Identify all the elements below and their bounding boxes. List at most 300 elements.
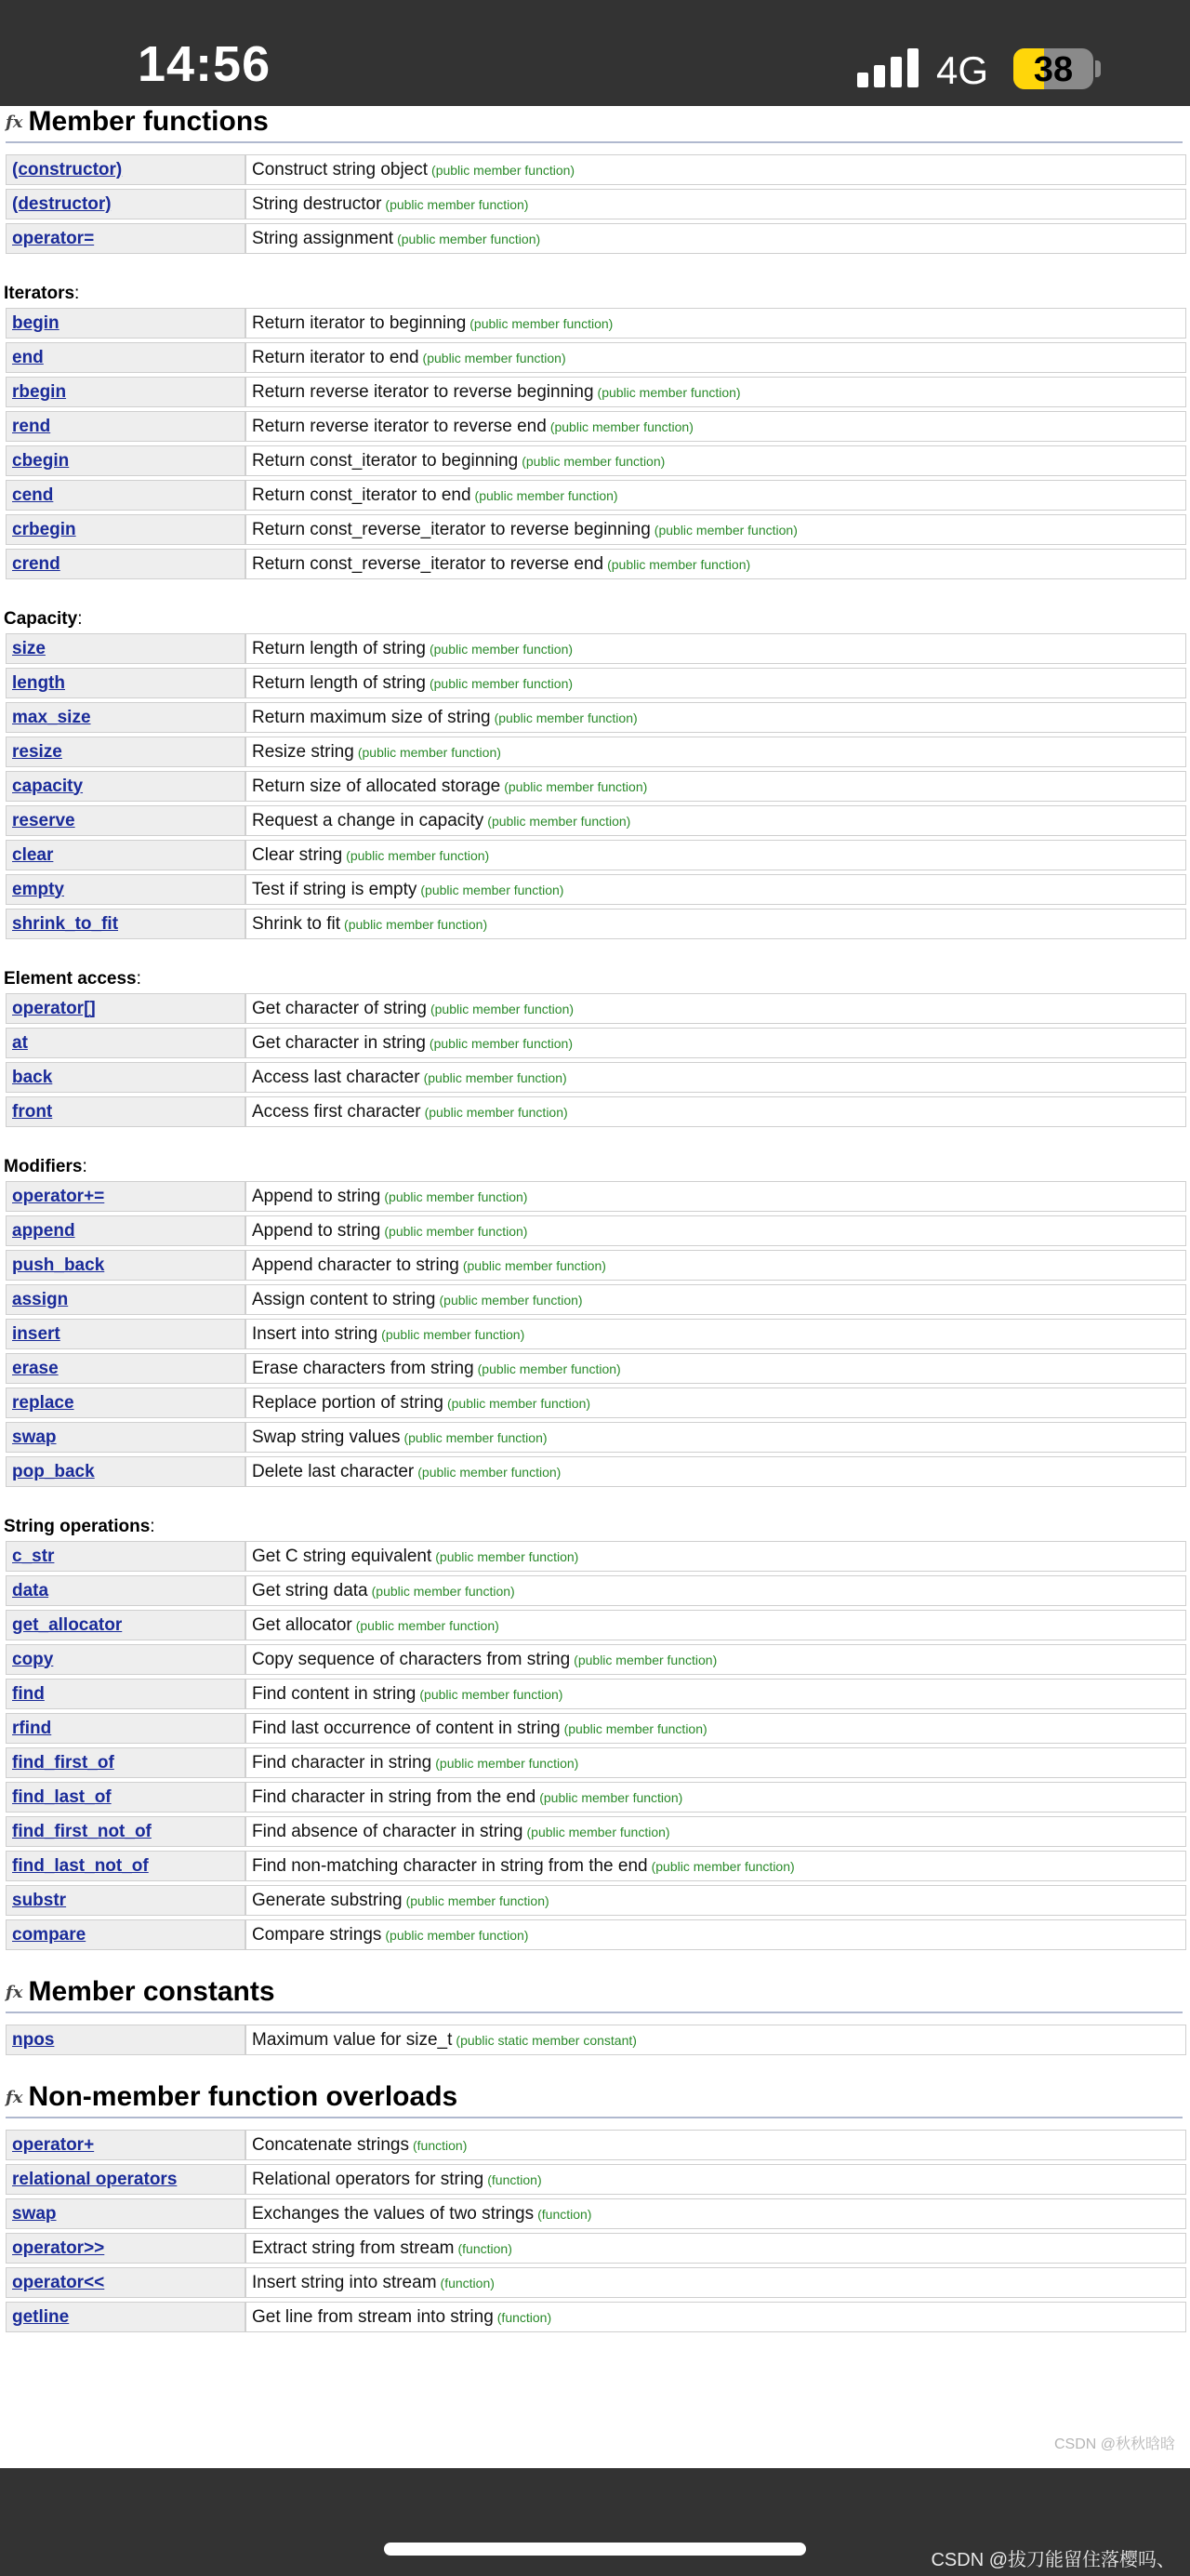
member-table xyxy=(6,2126,1186,2336)
member-kind-tag: (public member function) xyxy=(574,1652,718,1667)
table-row xyxy=(6,702,1186,733)
member-kind-tag: (public member function) xyxy=(462,1257,606,1273)
section-non-member-function-overloads xyxy=(0,2081,1190,2336)
member-description: Return size of allocated storage xyxy=(252,776,501,796)
member-link-get-allocator[interactable]: get_allocator xyxy=(12,1614,123,1635)
member-kind-tag: (public member function) xyxy=(651,1858,795,1874)
table-row xyxy=(6,668,1186,698)
name-cell xyxy=(6,1422,245,1453)
group-label-string-operations: String operations: xyxy=(4,1517,155,1536)
description-cell xyxy=(245,1388,1186,1418)
member-kind-tag: (public member function) xyxy=(424,1104,568,1120)
member-kind-tag: (public member function) xyxy=(487,813,631,829)
member-description: Access last character xyxy=(252,1067,420,1087)
member-link-rbegin[interactable]: rbegin xyxy=(12,381,67,402)
description-cell xyxy=(245,874,1186,905)
member-link-find-first-of[interactable]: find_first_of xyxy=(12,1752,114,1773)
member-link-assign[interactable]: assign xyxy=(12,1289,69,1309)
member-table xyxy=(6,151,1186,258)
name-cell xyxy=(6,480,245,511)
member-link-operator[interactable]: operator>> xyxy=(12,2237,105,2258)
group-label-element-access: Element access: xyxy=(4,969,141,989)
watermark: CSDN @秋秋晗晗 xyxy=(1053,2437,1175,2452)
member-description: Return maximum size of string xyxy=(252,707,491,727)
table-row xyxy=(6,2267,1186,2298)
name-cell xyxy=(6,840,245,870)
member-link-length[interactable]: length xyxy=(12,672,65,693)
member-description: Return const_reverse_iterator to reverse end xyxy=(252,553,604,574)
table-row xyxy=(6,993,1186,1024)
member-description: Return length of string xyxy=(252,672,426,693)
name-cell xyxy=(6,1181,245,1212)
name-cell xyxy=(6,514,245,545)
member-kind-tag: (public member function) xyxy=(371,1583,515,1599)
member-kind-tag: (public member function) xyxy=(417,1464,562,1480)
name-cell xyxy=(6,1215,245,1246)
member-kind-tag: (public member function) xyxy=(429,1035,573,1051)
member-description: String destructor xyxy=(252,193,382,214)
section-divider xyxy=(6,141,1183,143)
table-row xyxy=(6,771,1186,802)
member-kind-tag: (public member function) xyxy=(439,1292,583,1308)
member-link-pop-back[interactable]: pop_back xyxy=(12,1461,95,1481)
member-link-swap[interactable]: swap xyxy=(12,2203,57,2224)
member-description: Return iterator to beginning xyxy=(252,312,467,333)
description-cell xyxy=(245,1713,1186,1744)
table-row xyxy=(6,1782,1186,1812)
name-cell xyxy=(6,771,245,802)
member-kind-tag: (public member function) xyxy=(422,350,566,365)
section-heading xyxy=(0,2081,1190,2113)
description-cell xyxy=(245,549,1186,579)
member-link-append[interactable]: append xyxy=(12,1220,75,1241)
table-row xyxy=(6,1353,1186,1384)
group-label-text: Iterators xyxy=(4,284,75,303)
member-description: Concatenate strings xyxy=(252,2134,409,2155)
table-row xyxy=(6,1747,1186,1778)
name-cell xyxy=(6,1747,245,1778)
member-link-data[interactable]: data xyxy=(12,1580,49,1600)
member-kind-tag: (public member function) xyxy=(474,487,618,503)
table-row xyxy=(6,377,1186,407)
table-row xyxy=(6,189,1186,219)
group-label-text: String operations xyxy=(4,1517,151,1536)
table-row xyxy=(6,1388,1186,1418)
member-link-compare[interactable]: compare xyxy=(12,1924,86,1945)
description-cell xyxy=(245,2164,1186,2195)
table-row xyxy=(6,1919,1186,1950)
member-link-capacity[interactable]: capacity xyxy=(12,776,84,796)
member-description: Get allocator xyxy=(252,1614,352,1635)
table-row xyxy=(6,1610,1186,1640)
description-cell xyxy=(245,1284,1186,1315)
description-cell xyxy=(245,514,1186,545)
name-cell xyxy=(6,2025,245,2055)
name-cell xyxy=(6,1610,245,1640)
member-link-shrink-to-fit[interactable]: shrink_to_fit xyxy=(12,913,119,934)
description-cell xyxy=(245,1885,1186,1916)
member-link-max-size[interactable]: max_size xyxy=(12,707,91,727)
table-row xyxy=(6,480,1186,511)
name-cell xyxy=(6,223,245,254)
description-cell xyxy=(245,342,1186,373)
member-link-find[interactable]: find xyxy=(12,1683,45,1704)
name-cell xyxy=(6,1353,245,1384)
name-cell xyxy=(6,154,245,185)
member-link-clear[interactable]: clear xyxy=(12,844,54,865)
member-link-replace[interactable]: replace xyxy=(12,1392,74,1413)
name-cell xyxy=(6,2164,245,2195)
member-kind-tag: (function) xyxy=(487,2171,542,2187)
member-kind-tag: (public member function) xyxy=(597,384,741,400)
member-kind-tag: (public member function) xyxy=(385,196,529,212)
member-description: Insert string into stream xyxy=(252,2272,437,2292)
table-row xyxy=(6,1215,1186,1246)
section-heading xyxy=(0,1976,1190,2008)
member-link-at[interactable]: at xyxy=(12,1032,28,1053)
table-row xyxy=(6,805,1186,836)
member-description: Delete last character xyxy=(252,1461,415,1481)
member-description: Access first character xyxy=(252,1101,421,1122)
table-row xyxy=(6,223,1186,254)
member-description: Shrink to fit xyxy=(252,913,341,934)
table-row xyxy=(6,2233,1186,2264)
member-description: String assignment xyxy=(252,228,394,248)
member-kind-tag: (public member function) xyxy=(384,1223,528,1239)
name-cell xyxy=(6,993,245,1024)
member-kind-tag: (public member function) xyxy=(385,1927,529,1943)
member-description: Assign content to string xyxy=(252,1289,436,1309)
name-cell xyxy=(6,1713,245,1744)
member-link-find-last-of[interactable]: find_last_of xyxy=(12,1786,112,1807)
member-link-rfind[interactable]: rfind xyxy=(12,1718,52,1738)
member-kind-tag: (public member function) xyxy=(494,710,638,725)
description-cell xyxy=(245,2130,1186,2160)
member-kind-tag: (public member function) xyxy=(419,1686,563,1702)
member-description: Return const_iterator to beginning xyxy=(252,450,519,471)
name-cell xyxy=(6,549,245,579)
member-table xyxy=(6,630,1186,943)
member-description: Relational operators for string xyxy=(252,2169,484,2189)
member-description: Find non-matching character in string from the end xyxy=(252,1855,648,1876)
member-description: Extract string from stream xyxy=(252,2237,455,2258)
member-table xyxy=(6,1537,1186,1954)
member-link-crend[interactable]: crend xyxy=(12,553,60,574)
name-cell xyxy=(6,1885,245,1916)
name-cell xyxy=(6,1319,245,1349)
name-cell xyxy=(6,874,245,905)
member-description: Append to string xyxy=(252,1220,381,1241)
name-cell xyxy=(6,737,245,767)
description-cell xyxy=(245,1679,1186,1709)
name-cell xyxy=(6,1096,245,1127)
footer-credit: CSDN @拔刀能留住落樱吗、 xyxy=(931,2550,1175,2570)
table-row xyxy=(6,1250,1186,1281)
member-table xyxy=(6,989,1186,1131)
member-table xyxy=(6,304,1186,583)
group-label-text: Element access xyxy=(4,969,137,989)
description-cell xyxy=(245,154,1186,185)
description-cell xyxy=(245,909,1186,939)
member-link-swap[interactable]: swap xyxy=(12,1427,57,1447)
table-row xyxy=(6,633,1186,664)
name-cell xyxy=(6,1541,245,1572)
member-link-copy[interactable]: copy xyxy=(12,1649,54,1669)
name-cell xyxy=(6,633,245,664)
member-link-erase[interactable]: erase xyxy=(12,1358,59,1378)
section-divider xyxy=(6,2117,1183,2118)
member-description: Get character in string xyxy=(252,1032,426,1053)
group-label-iterators: Iterators: xyxy=(4,284,80,303)
table-row xyxy=(6,2025,1186,2055)
member-kind-tag: (public static member constant) xyxy=(456,2032,637,2048)
table-row xyxy=(6,1096,1186,1127)
description-cell xyxy=(245,411,1186,442)
member-kind-tag: (public member function) xyxy=(563,1720,707,1736)
table-row xyxy=(6,1679,1186,1709)
description-cell xyxy=(245,2198,1186,2229)
table-row xyxy=(6,2198,1186,2229)
table-row xyxy=(6,2164,1186,2195)
member-link-operator[interactable]: operator= xyxy=(12,228,95,248)
table-row xyxy=(6,154,1186,185)
description-cell xyxy=(245,2302,1186,2332)
name-cell xyxy=(6,2302,245,2332)
group-label-capacity: Capacity: xyxy=(4,609,83,629)
description-cell xyxy=(245,771,1186,802)
member-kind-tag: (public member function) xyxy=(403,1429,548,1445)
description-cell xyxy=(245,702,1186,733)
name-cell xyxy=(6,2267,245,2298)
section-heading xyxy=(0,106,1190,138)
member-description: Find character in string xyxy=(252,1752,432,1773)
description-cell xyxy=(245,308,1186,339)
table-row xyxy=(6,514,1186,545)
member-link-operator[interactable]: operator+ xyxy=(12,2134,95,2155)
description-cell xyxy=(245,840,1186,870)
member-description: Copy sequence of characters from string xyxy=(252,1649,571,1669)
description-cell xyxy=(245,1250,1186,1281)
table-row xyxy=(6,1422,1186,1453)
member-kind-tag: (public member function) xyxy=(357,744,501,760)
member-kind-tag: (public member function) xyxy=(344,916,488,932)
member-kind-tag: (public member function) xyxy=(355,1617,499,1633)
description-cell xyxy=(245,993,1186,1024)
section-divider xyxy=(6,2012,1183,2013)
member-description: Return reverse iterator to reverse beginning xyxy=(252,381,594,402)
member-description: Compare strings xyxy=(252,1924,382,1945)
member-link-size[interactable]: size xyxy=(12,638,46,658)
fx-icon: fx xyxy=(6,2087,23,2107)
member-link-cend[interactable]: cend xyxy=(12,485,54,505)
description-cell xyxy=(245,1747,1186,1778)
table-row xyxy=(6,840,1186,870)
member-description: Return const_iterator to end xyxy=(252,485,471,505)
member-description: Generate substring xyxy=(252,1890,403,1910)
table-row xyxy=(6,549,1186,579)
name-cell xyxy=(6,702,245,733)
network-type: 4G xyxy=(936,48,989,92)
section-title: Non-member function overloads xyxy=(28,2081,458,2112)
member-kind-tag: (public member function) xyxy=(526,1824,670,1839)
name-cell xyxy=(6,1851,245,1881)
member-link-c-str[interactable]: c_str xyxy=(12,1546,55,1566)
member-description: Return reverse iterator to reverse end xyxy=(252,416,547,436)
member-link-operator[interactable]: operator+= xyxy=(12,1186,105,1206)
name-cell xyxy=(6,1250,245,1281)
member-link-rend[interactable]: rend xyxy=(12,416,51,436)
member-kind-tag: (public member function) xyxy=(397,231,541,246)
description-cell xyxy=(245,1215,1186,1246)
member-link-back[interactable]: back xyxy=(12,1067,53,1087)
description-cell xyxy=(245,1782,1186,1812)
section-title: Member functions xyxy=(28,106,269,137)
member-kind-tag: (public member function) xyxy=(430,1001,575,1016)
member-description: Get string data xyxy=(252,1580,368,1600)
member-description: Get line from stream into string xyxy=(252,2306,494,2327)
member-kind-tag: (function) xyxy=(457,2240,512,2256)
name-cell xyxy=(6,342,245,373)
member-kind-tag: (public member function) xyxy=(435,1548,579,1564)
member-link-front[interactable]: front xyxy=(12,1101,53,1122)
member-kind-tag: (public member function) xyxy=(504,778,648,794)
name-cell xyxy=(6,1456,245,1487)
member-link-relational-operators[interactable]: relational operators xyxy=(12,2169,178,2189)
description-cell xyxy=(245,480,1186,511)
description-cell xyxy=(245,2267,1186,2298)
member-link-getline[interactable]: getline xyxy=(12,2306,70,2327)
description-cell xyxy=(245,1919,1186,1950)
member-kind-tag: (public member function) xyxy=(539,1789,683,1805)
description-cell xyxy=(245,1422,1186,1453)
fx-icon: fx xyxy=(6,112,23,132)
description-cell xyxy=(245,1575,1186,1606)
description-cell xyxy=(245,1610,1186,1640)
description-cell xyxy=(245,189,1186,219)
name-cell xyxy=(6,2198,245,2229)
table-row xyxy=(6,1319,1186,1349)
member-link-constructor[interactable]: (constructor) xyxy=(12,159,123,179)
table-row xyxy=(6,1062,1186,1093)
member-description: Insert into string xyxy=(252,1323,378,1344)
battery-icon xyxy=(1013,48,1093,89)
name-cell xyxy=(6,1284,245,1315)
member-link-crbegin[interactable]: crbegin xyxy=(12,519,76,539)
member-link-cbegin[interactable]: cbegin xyxy=(12,450,70,471)
status-time: 14:56 xyxy=(138,36,271,92)
member-link-operator[interactable]: operator<< xyxy=(12,2272,105,2292)
status-bar xyxy=(0,0,1190,106)
section-title: Member constants xyxy=(28,1976,275,2007)
name-cell xyxy=(6,189,245,219)
table-row xyxy=(6,308,1186,339)
table-row xyxy=(6,1541,1186,1572)
member-link-end[interactable]: end xyxy=(12,347,44,367)
table-row xyxy=(6,1851,1186,1881)
member-description: Swap string values xyxy=(252,1427,401,1447)
member-description: Exchanges the values of two strings xyxy=(252,2203,535,2224)
name-cell xyxy=(6,2130,245,2160)
signal-strength-icon xyxy=(857,46,920,87)
member-link-find-last-not-of[interactable]: find_last_not_of xyxy=(12,1855,149,1876)
member-link-insert[interactable]: insert xyxy=(12,1323,60,1344)
name-cell xyxy=(6,1575,245,1606)
description-cell xyxy=(245,2233,1186,2264)
name-cell xyxy=(6,1782,245,1812)
member-link-empty[interactable]: empty xyxy=(12,879,64,899)
description-cell xyxy=(245,1353,1186,1384)
table-row xyxy=(6,1644,1186,1675)
member-link-reserve[interactable]: reserve xyxy=(12,810,75,830)
table-row xyxy=(6,1284,1186,1315)
member-kind-tag: (public member function) xyxy=(446,1395,591,1411)
member-description: Get character of string xyxy=(252,998,427,1018)
table-row xyxy=(6,1028,1186,1058)
table-row xyxy=(6,1575,1186,1606)
member-kind-tag: (public member function) xyxy=(346,847,490,863)
member-description: Return length of string xyxy=(252,638,426,658)
description-cell xyxy=(245,633,1186,664)
member-description: Find last occurrence of content in string xyxy=(252,1718,561,1738)
name-cell xyxy=(6,1388,245,1418)
member-description: Erase characters from string xyxy=(252,1358,474,1378)
member-table xyxy=(6,1177,1186,1491)
member-kind-tag: (public member function) xyxy=(654,522,798,538)
name-cell xyxy=(6,1816,245,1847)
description-cell xyxy=(245,445,1186,476)
description-cell xyxy=(245,2025,1186,2055)
bottom-bar xyxy=(0,2468,1190,2576)
member-kind-tag: (public member function) xyxy=(549,418,694,434)
member-kind-tag: (public member function) xyxy=(431,162,575,178)
member-link-resize[interactable]: resize xyxy=(12,741,62,762)
table-row xyxy=(6,737,1186,767)
member-link-begin[interactable]: begin xyxy=(12,312,60,333)
member-kind-tag: (public member function) xyxy=(435,1755,579,1771)
name-cell xyxy=(6,411,245,442)
home-indicator[interactable] xyxy=(384,2543,806,2556)
member-link-destructor[interactable]: (destructor) xyxy=(12,193,112,214)
table-row xyxy=(6,1885,1186,1916)
table-row xyxy=(6,2130,1186,2160)
description-cell xyxy=(245,1851,1186,1881)
member-link-find-first-not-of[interactable]: find_first_not_of xyxy=(12,1821,152,1841)
table-row xyxy=(6,411,1186,442)
group-label-text: Capacity xyxy=(4,609,78,629)
table-row xyxy=(6,1713,1186,1744)
name-cell xyxy=(6,1919,245,1950)
member-description: Get C string equivalent xyxy=(252,1546,432,1566)
member-kind-tag: (function) xyxy=(440,2275,495,2291)
member-table xyxy=(6,2021,1186,2059)
member-link-push-back[interactable]: push_back xyxy=(12,1255,105,1275)
name-cell xyxy=(6,1028,245,1058)
member-link-operator[interactable]: operator[] xyxy=(12,998,96,1018)
member-kind-tag: (public member function) xyxy=(423,1069,567,1085)
member-kind-tag: (public member function) xyxy=(469,315,614,331)
member-kind-tag: (public member function) xyxy=(522,453,666,469)
member-kind-tag: (function) xyxy=(537,2206,592,2222)
description-cell xyxy=(245,1644,1186,1675)
name-cell xyxy=(6,377,245,407)
table-row xyxy=(6,909,1186,939)
member-kind-tag: (public member function) xyxy=(405,1892,549,1908)
name-cell xyxy=(6,308,245,339)
group-label-modifiers: Modifiers: xyxy=(4,1157,87,1176)
member-link-substr[interactable]: substr xyxy=(12,1890,67,1910)
table-row xyxy=(6,445,1186,476)
member-link-npos[interactable]: npos xyxy=(12,2029,55,2050)
